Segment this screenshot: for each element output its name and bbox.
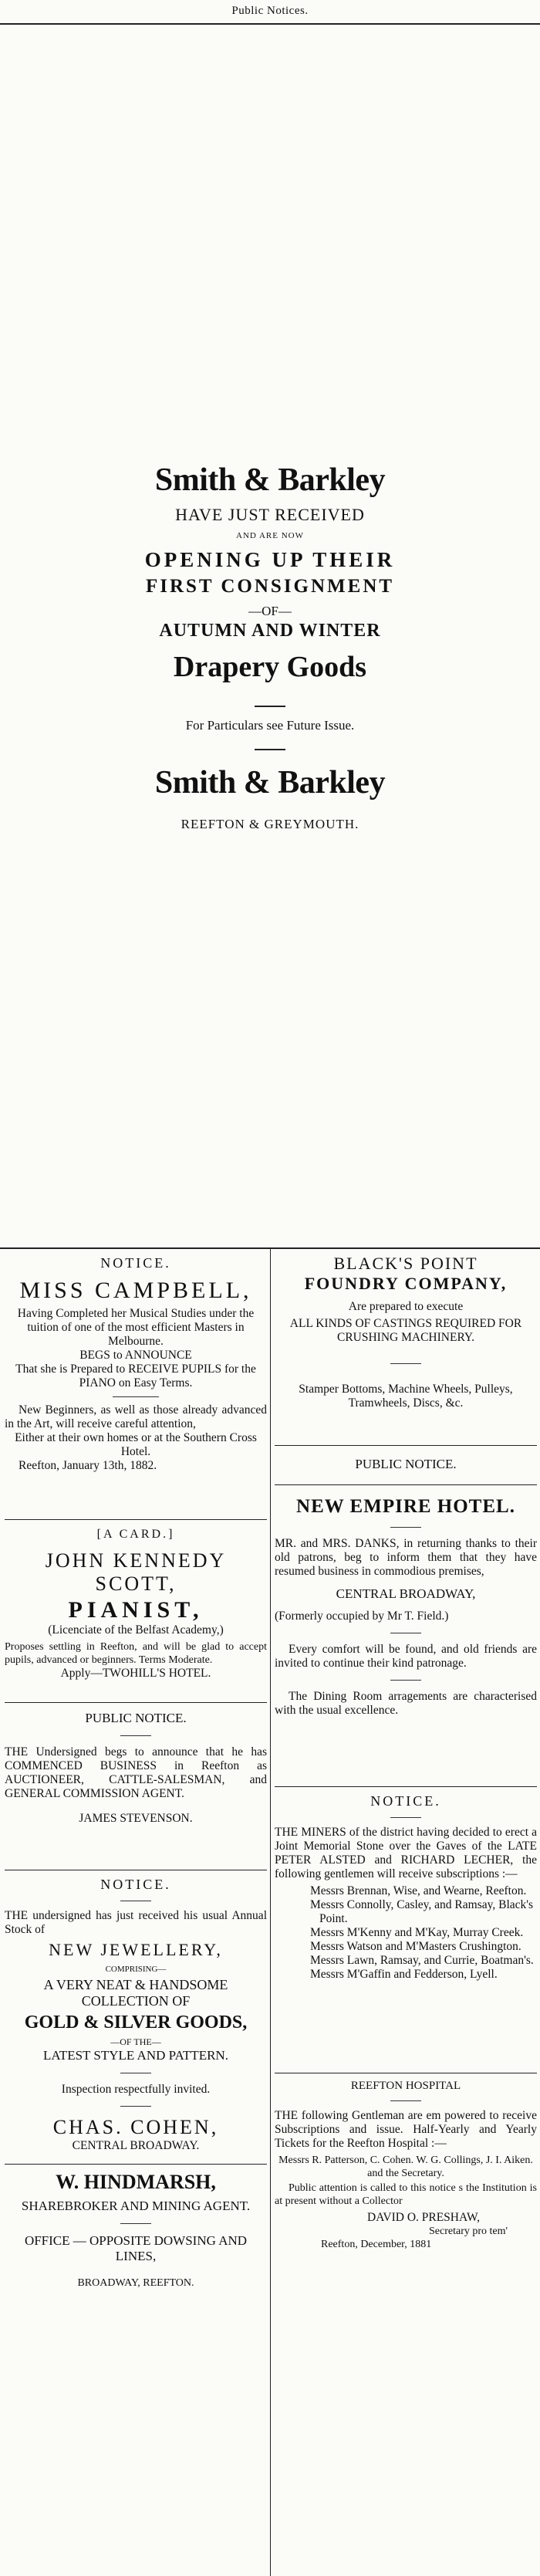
- notice-line: NEW JEWELLERY,: [49, 1940, 223, 1959]
- subscriber-entry: Messrs M'Gaffin and Fedderson, Lyell.: [310, 1968, 498, 1981]
- advert-line: —OF—: [248, 604, 292, 618]
- divider: [255, 749, 285, 750]
- advertiser-name: CHAS. COHEN,: [52, 2116, 219, 2138]
- advertiser-address: BROADWAY, REEFTON.: [77, 2277, 194, 2289]
- subscriber-entry: Messrs M'Kenny and M'Kay, Murray Creek.: [310, 1926, 524, 1939]
- notice-text: Are prepared to execute: [348, 1300, 464, 1313]
- advertiser-name: NEW EMPIRE HOTEL.: [296, 1496, 515, 1517]
- card-heading: [A CARD.]: [96, 1528, 175, 1541]
- notice-signature: DAVID O. PRESHAW,: [367, 2211, 481, 2224]
- notice-text: THE undersigned has just received his usual Annual Stock of: [5, 1909, 267, 1936]
- notice-text: THE following Gentleman are em powered to receive Subscriptions and issue. Half-Yearly and Yearly Tickets for the Reefton Hospital :—: [275, 2109, 537, 2150]
- subscriber-entry: Messrs Brennan, Wise, and Wearne, Reefton.: [310, 1884, 527, 1897]
- header-title: Public Notices.: [231, 5, 309, 17]
- notice-date: Reefton, January 13th, 1882.: [19, 1459, 157, 1472]
- stevenson-notice: [5, 1703, 267, 1870]
- notice-text: Inspection respectfully invited.: [61, 2083, 211, 2096]
- advert-line: AND ARE NOW: [236, 531, 304, 540]
- notice-text: Messrs R. Patterson, C. Cohen. W. G. Collings, J. I. Aiken. and the Secretary.: [278, 2155, 533, 2179]
- divider: [390, 1680, 421, 1681]
- notice-text: OFFICE — OPPOSITE DOWSING AND LINES,: [24, 2233, 248, 2263]
- notice-date: Reefton, December, 1881: [321, 2239, 432, 2250]
- advertiser-name: JOHN KENNEDY SCOTT,: [45, 1549, 227, 1595]
- advertiser-name: FOUNDRY COMPANY,: [304, 1274, 508, 1293]
- notice-text: ALL KINDS OF CASTINGS REQUIRED FOR CRUSHING MACHINERY.: [289, 1317, 522, 1344]
- notice-signature: JAMES STEVENSON.: [79, 1812, 193, 1825]
- advert-line: HAVE JUST RECEIVED: [175, 505, 365, 524]
- notice-text: SHAREBROKER AND MINING AGENT.: [21, 2199, 251, 2213]
- scott-card: [5, 1520, 267, 1703]
- notice-text: Every comfort will be found, and old friends are invited to continue their kind patronage.: [275, 1643, 537, 1670]
- advertiser-name: BLACK'S POINT: [333, 1254, 478, 1273]
- notice-text: MR. and MRS. DANKS, in returning thanks to their old patrons, beg to inform them that they have resumed business in commodious premises,: [275, 1537, 537, 1578]
- divider: [120, 2223, 151, 2224]
- right-column: [275, 1251, 537, 2576]
- advert-line: FIRST CONSIGNMENT: [145, 576, 395, 597]
- cohen-notice: [5, 1870, 267, 2165]
- advertiser-address: CENTRAL BROADWAY.: [72, 2139, 200, 2152]
- notice-heading: PUBLIC NOTICE.: [355, 1457, 457, 1471]
- smith-barkley-advert: [0, 23, 540, 1247]
- advertiser-title: PIANIST,: [68, 1597, 204, 1623]
- advertiser-name: W. HINDMARSH,: [56, 2171, 216, 2193]
- page-header: [0, 0, 540, 25]
- divider: [120, 2106, 151, 2107]
- notice-signature-title: Secretary pro tem': [429, 2226, 508, 2237]
- advert-line: OPENING UP THEIR: [144, 548, 396, 571]
- notice-text: BEGS to ANNOUNCE: [79, 1349, 192, 1362]
- notice-line: LATEST STYLE AND PATTERN.: [43, 2048, 228, 2063]
- notice-text: Having Completed her Musical Studies under the tuition of one of the most efficient Masters in Melbourne.: [17, 1307, 255, 1348]
- divider: [255, 706, 285, 707]
- notice-heading: REEFTON HOSPITAL: [350, 2080, 461, 2092]
- empire-heading-block: [275, 1446, 537, 1485]
- divider: [390, 1527, 421, 1528]
- subscriber-entry: Messrs Connolly, Casley, and Ramsay, Black's Point.: [310, 1898, 534, 1925]
- advert-line: REEFTON & GREYMOUTH.: [181, 817, 359, 831]
- notice-text: CENTRAL BROADWAY,: [336, 1586, 476, 1601]
- notice-heading: NOTICE.: [100, 1877, 171, 1892]
- notice-text: Proposes settling in Reefton, and will be glad to accept pupils, advanced or beginners. Terms Moderate.: [5, 1641, 267, 1666]
- notice-text: (Licenciate of the Belfast Academy,): [48, 1623, 224, 1637]
- notice-text: Stamper Bottoms, Machine Wheels, Pulleys, Tramwheels, Discs, &c.: [299, 1383, 513, 1410]
- hindmarsh-advert: [5, 2165, 267, 2319]
- left-column: [5, 1251, 267, 2576]
- divider: [113, 1396, 159, 1397]
- subscriber-entry: Messrs Watson and M'Masters Crushington.: [310, 1940, 521, 1953]
- column-rule: [270, 1247, 271, 2576]
- divider: [390, 2100, 421, 2101]
- notice-line: —OF THE—: [110, 2036, 161, 2047]
- notice-heading: NOTICE.: [100, 1255, 171, 1271]
- notice-line: GOLD & SILVER GOODS,: [24, 2012, 248, 2033]
- notice-text: THE Undersigned begs to announce that he has COMMENCED BUSINESS in Reefton as AUCTIONEER, CATTLE-SALESMAN, and GENERAL COMMISSION AGENT.: [5, 1745, 267, 1800]
- notice-text: THE MINERS of the district having decided to erect a Joint Memorial Stone over the Gaves of the LATE PETER ALSTED and RICHARD LECHER, the following gentlemen will receive subscriptions :—: [275, 1826, 537, 1880]
- subscriber-entry: Messrs Lawn, Ramsay, and Currie, Boatman's.: [310, 1954, 534, 1967]
- memorial-notice: [275, 1787, 537, 2073]
- notice-line: COMPRISING—: [105, 1965, 167, 1974]
- notice-text: That she is Prepared to RECEIVE PUPILS for the PIANO on Easy Terms.: [15, 1362, 256, 1390]
- notice-text: Public attention is called to this notice s the Institution is at present without a Collector: [275, 2182, 537, 2207]
- advert-line: Drapery Goods: [173, 651, 367, 683]
- foundry-advert: [275, 1251, 537, 1446]
- divider: [120, 1735, 151, 1736]
- notice-heading: NOTICE.: [370, 1793, 441, 1809]
- advertiser-name: MISS CAMPBELL,: [19, 1278, 252, 1303]
- notice-text: New Beginners, as well as those already advanced in the Art, will receive careful attention,: [5, 1403, 267, 1430]
- notice-text: Either at their own homes or at the Southern Cross Hotel.: [15, 1431, 257, 1458]
- hospital-notice: [275, 2073, 537, 2274]
- divider: [390, 1817, 421, 1818]
- notice-text: (Formerly occupied by Mr T. Field.): [275, 1610, 449, 1623]
- advert-line: For Particulars see Future Issue.: [185, 718, 355, 733]
- notice-text: Apply—TWOHILL'S HOTEL.: [60, 1667, 211, 1680]
- divider: [390, 1363, 421, 1364]
- notice-heading: PUBLIC NOTICE.: [85, 1711, 187, 1725]
- campbell-notice: [5, 1251, 267, 1520]
- notice-text: The Dining Room arragements are characterised with the usual excellence.: [275, 1690, 537, 1717]
- advert-line: AUTUMN AND WINTER: [159, 621, 381, 641]
- brand-name: Smith & Barkley: [154, 462, 386, 498]
- brand-name: Smith & Barkley: [154, 765, 386, 801]
- notice-line: A VERY NEAT & HANDSOME COLLECTION OF: [43, 1977, 228, 2009]
- empire-hotel-notice: [275, 1485, 537, 1787]
